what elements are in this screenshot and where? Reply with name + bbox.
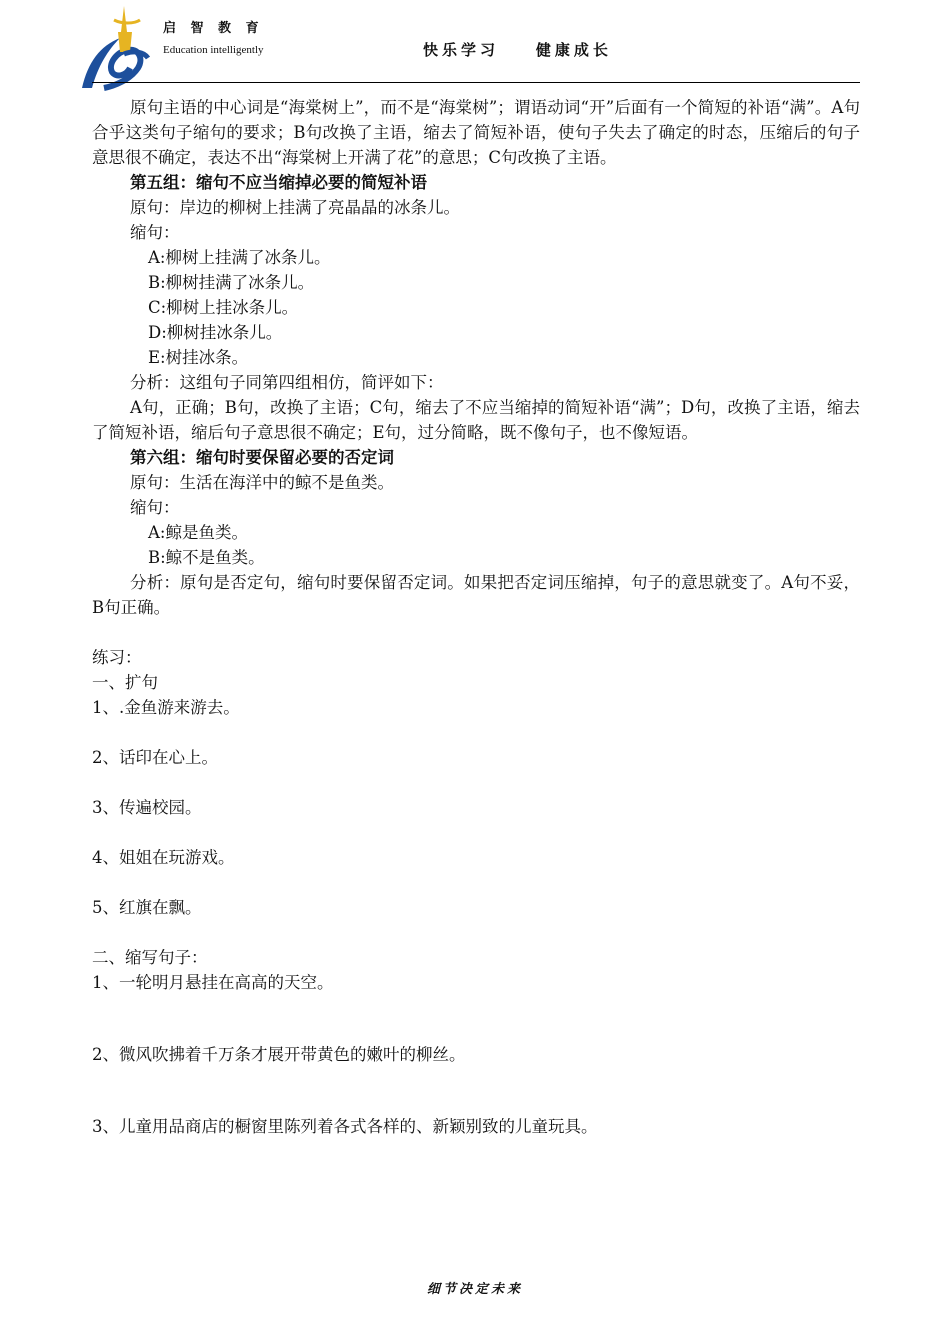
brand-name-chinese: 启 智 教 育 (163, 21, 264, 36)
group5-option-a: A:柳树上挂满了冰条儿。 (148, 248, 331, 267)
group5-comment: A句，正确；B句，改换了主语；C句，缩去了不应当缩掉的简短补语“满”；D句，改换了主语，缩去了简短补语，缩后句子意思很不确定；E句，过分简略，既不像句子，也不像短语。 (92, 398, 860, 442)
exercise-title: 练习： (92, 648, 142, 667)
footer-motto: 细节决定未来 (426, 1282, 523, 1297)
group5-option-d: D:柳树挂冰条儿。 (148, 323, 283, 342)
header-divider (92, 82, 860, 83)
exercise-part1-item: 4、姐姐在玩游戏。 (92, 848, 235, 867)
exercise-part2-title: 二、缩写句子： (92, 948, 208, 967)
group6-shrink-label: 缩句： (130, 498, 180, 517)
spacer (92, 620, 860, 645)
group6-option-a: A:鲸是鱼类。 (148, 523, 248, 542)
group6-original-sentence: 原句：生活在海洋中的鲸不是鱼类。 (130, 473, 394, 492)
group5-option-b: B:柳树挂满了冰条儿。 (148, 273, 315, 292)
header-slogan: 快乐学习 健康成长 (423, 41, 612, 59)
group6-title: 第六组：缩句时要保留必要的否定词 (130, 448, 394, 467)
exercise-part1-item: 2、话印在心上。 (92, 748, 218, 767)
exercise-part1-item: 1、.金鱼游来游去。 (92, 698, 240, 717)
exercise-part1-title: 一、扩句 (92, 673, 158, 692)
exercise-part1-item: 5、红旗在飘。 (92, 898, 202, 917)
group5-shrink-label: 缩句： (130, 223, 180, 242)
document-body (92, 95, 860, 1139)
exercise-part2-item: 2、微风吹拂着千万条才展开带黄色的嫩叶的柳丝。 (92, 1045, 466, 1064)
group6-analysis: 分析：原句是否定句，缩句时要保留否定词。如果把否定词压缩掉，句子的意思就变了。A句不妥，B句正确。 (92, 573, 860, 617)
exercise-part2-item: 3、儿童用品商店的橱窗里陈列着各式各样的、新颖别致的儿童玩具。 (92, 1117, 598, 1136)
brand-name-english: Education intelligently (163, 44, 264, 56)
group5-option-e: E:树挂冰条。 (148, 348, 249, 367)
page-header (0, 0, 950, 92)
group5-option-c: C:柳树上挂冰条儿。 (148, 298, 299, 317)
paragraph-group4-analysis: 原句主语的中心词是“海棠树上”，而不是“海棠树”；谓语动词“开”后面有一个简短的补语“满”。A句合乎这类句子缩句的要求；B句改换了主语，缩去了简短补语，使句子失去了确定的时态，压缩后的句子意思很不确定，表达不出“海棠树上开满了花”的意思；C句改换了主语。 (92, 98, 860, 167)
exercise-part2-item: 1、一轮明月悬挂在高高的天空。 (92, 973, 334, 992)
qizhi-logo-icon (78, 2, 158, 92)
exercise-part1-item: 3、传遍校园。 (92, 798, 202, 817)
group5-original-sentence: 原句：岸边的柳树上挂满了亮晶晶的冰条儿。 (130, 198, 460, 217)
group6-option-b: B:鲸不是鱼类。 (148, 548, 265, 567)
group5-title: 第五组：缩句不应当缩掉必要的简短补语 (130, 173, 427, 192)
group5-analysis: 分析：这组句子同第四组相仿，简评如下： (130, 373, 444, 392)
